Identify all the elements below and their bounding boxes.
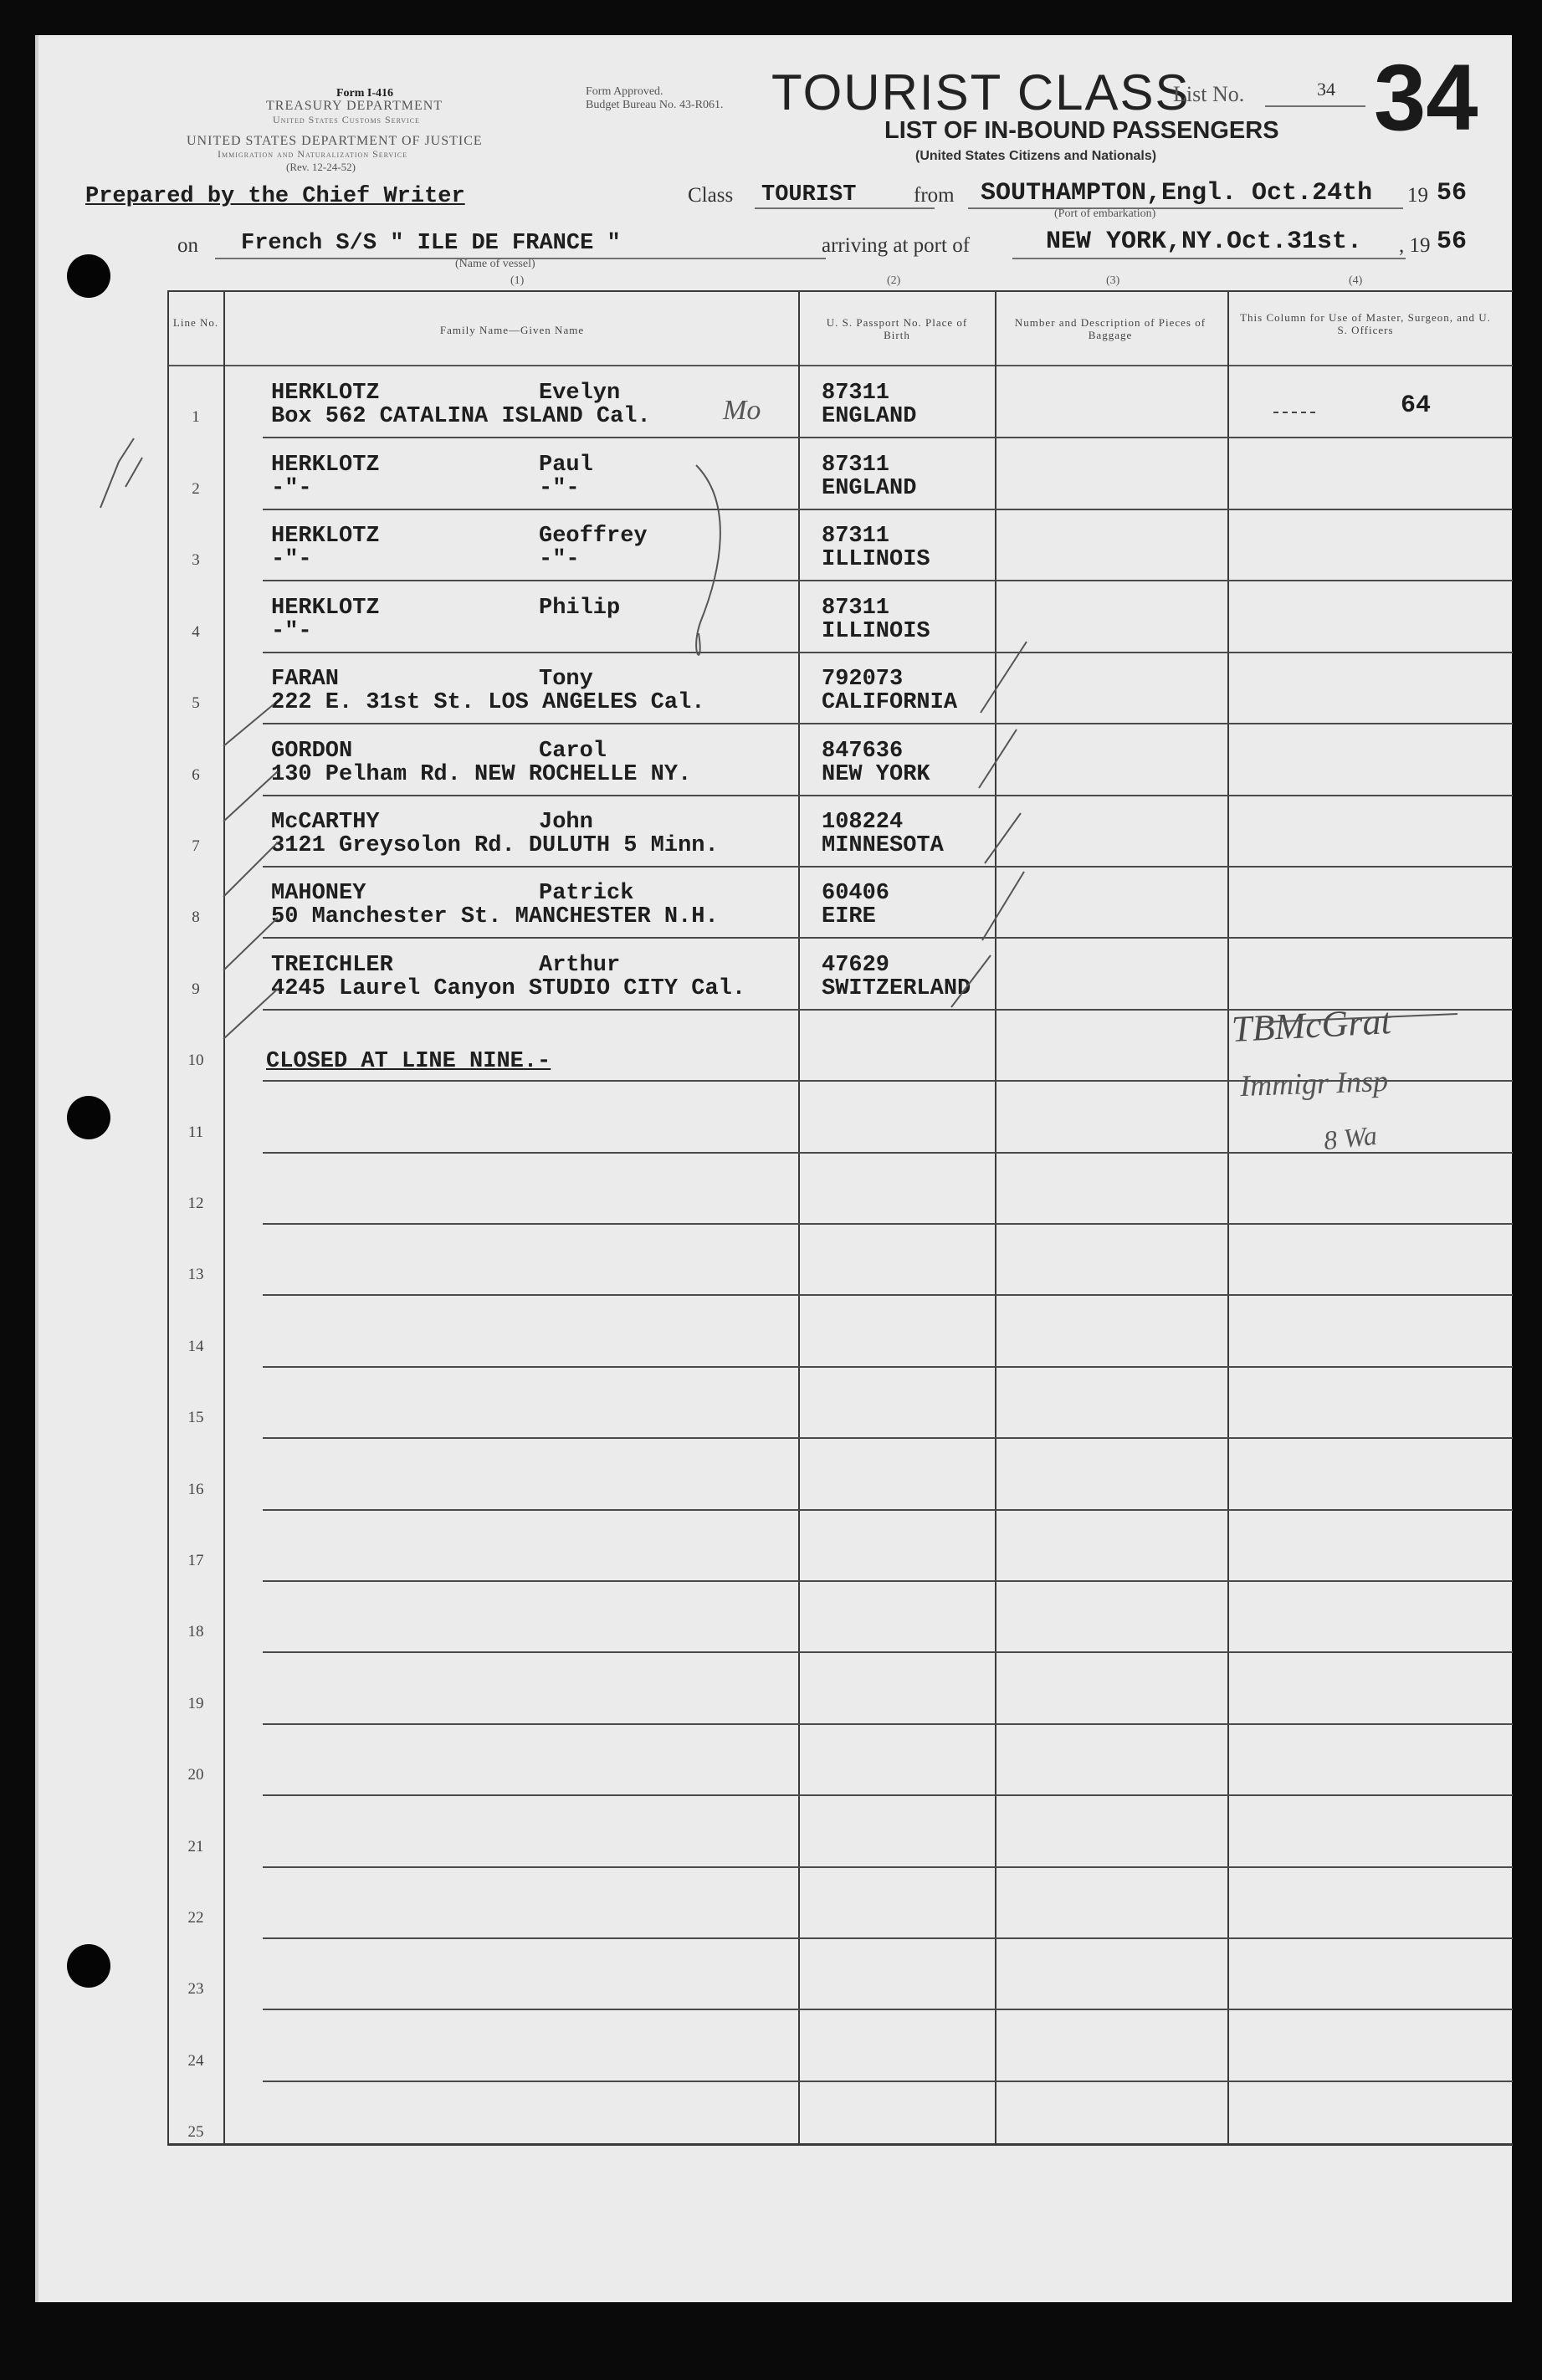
justice-dept: UNITED STATES DEPARTMENT OF JUSTICE <box>187 134 483 148</box>
line-number: 9 <box>192 980 200 998</box>
passenger-given-ditto: -"- <box>539 476 580 501</box>
passenger-family-name: McCARTHY <box>271 810 380 835</box>
vessel-caption: (Name of vessel) <box>455 258 535 270</box>
passport-number: 87311 <box>822 524 890 550</box>
line-number: 10 <box>187 1052 204 1070</box>
form-approved: Form Approved. <box>586 85 663 98</box>
passenger-address: Box 562 CATALINA ISLAND Cal. <box>271 404 651 429</box>
line-number: 3 <box>192 551 200 570</box>
line-number: 6 <box>192 765 200 784</box>
passport-number: 60406 <box>822 881 890 907</box>
place-of-birth: ILLINOIS <box>822 547 930 573</box>
place-of-birth: CALIFORNIA <box>822 690 958 716</box>
col-header-officers: This Column for Use of Master, Surgeon, and U. S. Officers <box>1240 311 1491 336</box>
list-no-typed: 34 <box>1317 79 1335 100</box>
year-2: 56 <box>1437 228 1468 256</box>
passenger-family-name: HERKLOTZ <box>271 381 380 406</box>
line-number: 15 <box>187 1409 204 1427</box>
line-number: 13 <box>187 1266 204 1284</box>
passenger-given-name: Tony <box>539 667 593 693</box>
year-prefix-2: , 19 <box>1399 234 1431 257</box>
col-header-passport: U. S. Passport No. Place of Birth <box>826 316 968 341</box>
list-subtitle: (United States Citizens and Nationals) <box>915 149 1157 163</box>
passenger-family-name: FARAN <box>271 667 340 693</box>
class-value: TOURIST <box>761 182 857 207</box>
port-caption: (Port of embarkation) <box>1054 207 1156 220</box>
signature-underline <box>1261 1014 1457 1022</box>
line-number: 17 <box>187 1552 204 1569</box>
from-value: SOUTHAMPTON,Engl. Oct.24th <box>981 179 1373 207</box>
year-prefix-1: 19 <box>1407 184 1428 207</box>
passenger-family-name: GORDON <box>271 738 353 764</box>
class-label: Class <box>688 184 734 207</box>
line-number: 24 <box>187 2051 204 2070</box>
class-title: TOURIST CLASS <box>771 64 1191 120</box>
row-slash <box>223 842 278 897</box>
line-number: 16 <box>187 1480 204 1498</box>
check-mark <box>951 955 991 1007</box>
line-number: 18 <box>187 1623 204 1641</box>
line-number: 23 <box>187 1980 204 1999</box>
on-label: on <box>177 234 198 257</box>
check-mark <box>982 872 1024 940</box>
passport-number: 87311 <box>822 453 890 478</box>
line-number: 5 <box>192 694 200 713</box>
bracket-mark <box>696 465 720 655</box>
prepared-by: Prepared by the Chief Writer <box>85 184 465 209</box>
passenger-address: -"- <box>271 547 312 573</box>
list-no-big: 34 <box>1374 45 1478 150</box>
passenger-family-name: TREICHLER <box>271 952 393 978</box>
place-of-birth: ENGLAND <box>822 476 917 501</box>
year-1: 56 <box>1437 179 1468 207</box>
line-number: 12 <box>187 1195 204 1212</box>
vessel-name: French S/S " ILE DE FRANCE " <box>241 231 621 256</box>
passport-number: 108224 <box>822 810 904 835</box>
passenger-given-name: Philip <box>539 595 621 621</box>
line-number: 14 <box>187 1337 204 1355</box>
passport-number: 847636 <box>822 738 904 764</box>
passenger-address: 130 Pelham Rd. NEW ROCHELLE NY. <box>271 761 692 787</box>
line-number: 4 <box>192 622 200 641</box>
check-mark <box>985 813 1021 863</box>
line-number: 2 <box>192 480 200 498</box>
line-number: 1 <box>192 408 200 426</box>
list-no-label: List No. <box>1173 82 1245 106</box>
passenger-given-name: Paul <box>539 453 593 478</box>
passenger-family-name: MAHONEY <box>271 881 366 907</box>
pen-marks <box>35 35 1512 2302</box>
line-number: 25 <box>187 2123 204 2142</box>
place-of-birth: SWITZERLAND <box>822 975 971 1001</box>
list-title: LIST OF IN-BOUND PASSENGERS <box>884 117 1279 144</box>
passport-number: 87311 <box>822 595 890 621</box>
inspector-code: 8 Wa <box>1322 1119 1379 1156</box>
passenger-given-name: Arthur <box>539 952 621 978</box>
margin-tick <box>100 438 134 508</box>
budget-bureau: Budget Bureau No. 43-R061. <box>586 99 724 111</box>
revision: (Rev. 12-24-52) <box>286 161 356 173</box>
col-num-3: (3) <box>1106 274 1120 287</box>
passenger-given-name: Carol <box>539 738 607 764</box>
passport-number: 792073 <box>822 667 904 693</box>
treasury-dept: TREASURY DEPARTMENT <box>266 99 443 113</box>
passport-number: 87311 <box>822 381 890 406</box>
closing-note: CLOSED AT LINE NINE.- <box>266 1049 551 1074</box>
row-slash <box>223 704 274 746</box>
passenger-given-name: Evelyn <box>539 381 621 406</box>
passenger-given-name: Geoffrey <box>539 524 648 550</box>
ins-service: Immigration and Naturalization Service <box>218 148 408 160</box>
line-number: 11 <box>187 1123 204 1141</box>
inspector-title: Immigr Insp <box>1239 1063 1389 1103</box>
place-of-birth: ENGLAND <box>822 404 917 429</box>
col-header-line-no: Line No. <box>172 316 219 329</box>
passenger-address: 4245 Laurel Canyon STUDIO CITY Cal. <box>271 975 746 1001</box>
passenger-given-name: John <box>539 810 593 835</box>
handwritten-mo: Mo <box>723 395 761 426</box>
manifest-page <box>35 35 1512 2302</box>
place-of-birth: MINNESOTA <box>822 833 944 858</box>
check-mark <box>979 729 1017 788</box>
passenger-family-name: HERKLOTZ <box>271 524 380 550</box>
place-of-birth: NEW YORK <box>822 761 930 787</box>
arrival-port: NEW YORK,NY.Oct.31st. <box>1046 228 1363 256</box>
line-number: 19 <box>187 1694 204 1712</box>
check-mark <box>981 642 1027 713</box>
passenger-family-name: HERKLOTZ <box>271 595 380 621</box>
line-number: 21 <box>187 1837 204 1855</box>
margin-tick <box>126 458 142 487</box>
col-num-1: (1) <box>510 274 525 287</box>
passenger-address: 50 Manchester St. MANCHESTER N.H. <box>271 904 719 930</box>
passenger-given-ditto: -"- <box>539 547 580 573</box>
row-slash <box>223 918 278 970</box>
officer-entry: 64 <box>1401 392 1432 420</box>
place-of-birth: EIRE <box>822 904 876 930</box>
row-slash <box>223 989 278 1039</box>
from-label: from <box>914 184 955 207</box>
col-header-baggage: Number and Description of Pieces of Baggage <box>1014 316 1206 341</box>
inspector-signature: TBMcGrat <box>1230 1001 1392 1050</box>
passport-number: 47629 <box>822 952 890 978</box>
row-slash <box>223 771 278 821</box>
line-number: 7 <box>192 837 200 855</box>
passenger-address: -"- <box>271 476 312 501</box>
form-number: Form I-416 <box>336 87 394 100</box>
passenger-family-name: HERKLOTZ <box>271 453 380 478</box>
customs-service: United States Customs Service <box>273 114 420 125</box>
passenger-given-name: Patrick <box>539 881 634 907</box>
passenger-address: 3121 Greysolon Rd. DULUTH 5 Minn. <box>271 833 719 858</box>
col-header-name: Family Name—Given Name <box>439 324 585 336</box>
passenger-address: -"- <box>271 618 312 644</box>
line-number: 8 <box>192 908 200 927</box>
line-number: 20 <box>187 1766 204 1784</box>
arriving-label: arriving at port of <box>822 234 971 257</box>
line-number: 22 <box>187 1909 204 1927</box>
passenger-address: 222 E. 31st St. LOS ANGELES Cal. <box>271 690 705 716</box>
col-num-2: (2) <box>887 274 901 287</box>
place-of-birth: ILLINOIS <box>822 618 930 644</box>
col-num-4: (4) <box>1349 274 1363 287</box>
